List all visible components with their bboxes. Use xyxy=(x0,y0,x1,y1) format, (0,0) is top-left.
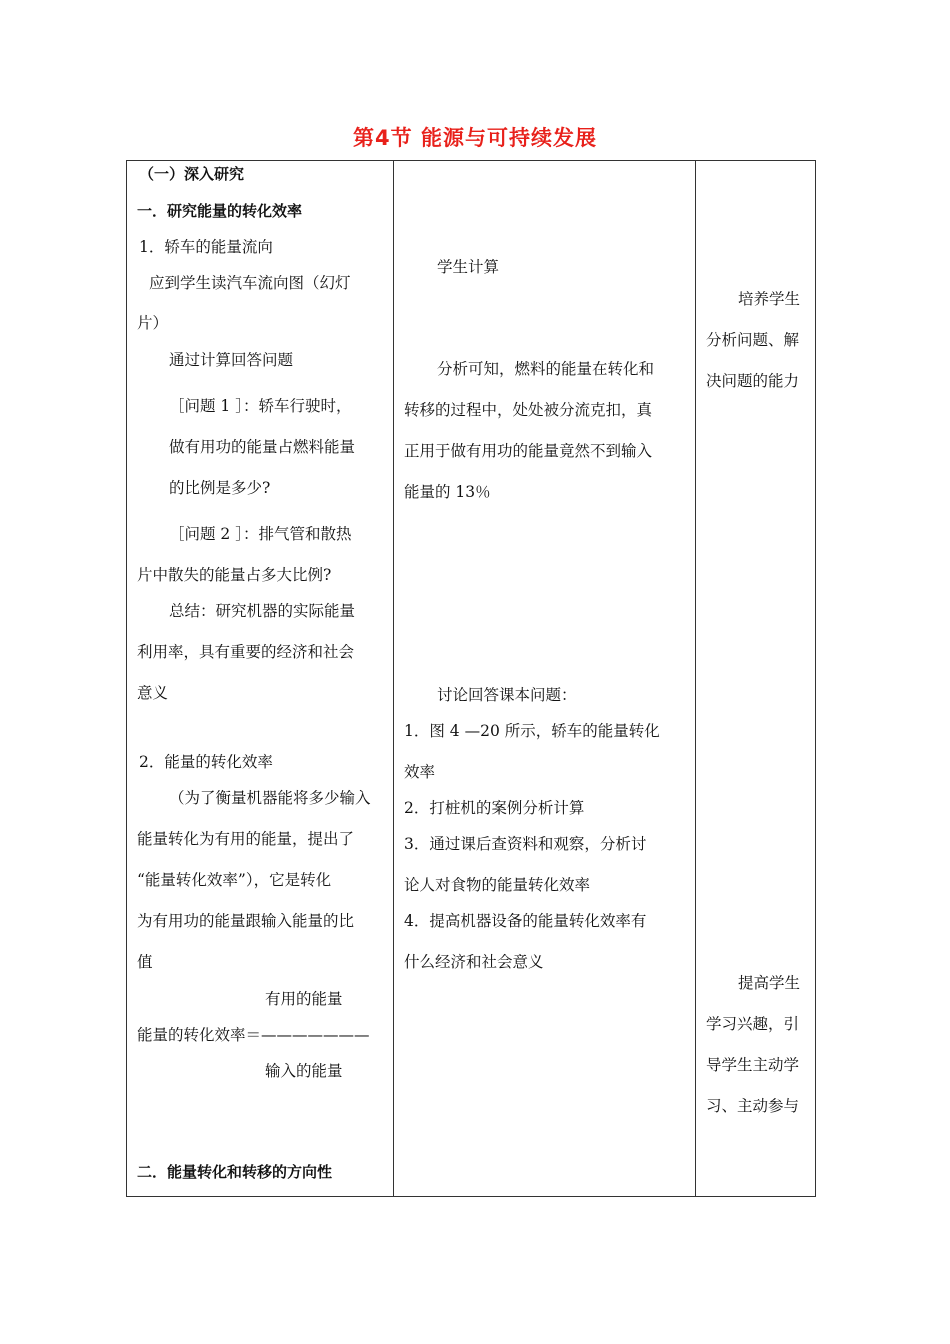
definition-line: 能量转化为有用的能量，提出了 xyxy=(137,830,355,848)
formula-denominator: 输入的能量 xyxy=(265,1062,343,1080)
discussion-item-2: 2．打桩机的案例分析计算 xyxy=(404,799,585,817)
analysis-line: 正用于做有用功的能量竟然不到输入 xyxy=(404,442,653,460)
goal-line: 学习兴趣，引 xyxy=(706,1015,800,1033)
discussion-item-4: 4．提高机器设备的能量转化效率有 xyxy=(404,912,647,930)
goal-line: 分析问题、解 xyxy=(706,331,800,349)
discussion-item-4: 什么经济和社会意义 xyxy=(404,953,544,971)
question-1-line: 的比例是多少? xyxy=(169,479,271,497)
guide-text-line: 片） xyxy=(137,314,169,332)
calc-instruction: 通过计算回答问题 xyxy=(169,351,294,369)
discussion-item-1: 效率 xyxy=(404,763,436,781)
definition-line: 为有用功的能量跟输入能量的比 xyxy=(137,912,355,930)
analysis-line: 转移的过程中，处处被分流克扣，真 xyxy=(404,401,653,419)
goal-line: 培养学生 xyxy=(738,290,801,308)
goal-line: 习、主动参与 xyxy=(706,1097,800,1115)
guide-text-line: 应到学生读汽车流向图（幻灯 xyxy=(149,274,351,292)
column-divider xyxy=(695,161,696,1196)
student-calc: 学生计算 xyxy=(437,258,500,276)
question-2-line: ［问题 2 ］：排气管和散热 xyxy=(169,525,352,543)
analysis-line: 能量的 13％ xyxy=(404,483,491,501)
heading-deep-research: （一）深入研究 xyxy=(139,165,245,183)
definition-line: （为了衡量机器能将多少输入 xyxy=(169,789,371,807)
formula-numerator: 有用的能量 xyxy=(265,990,343,1008)
discussion-item-3: 3．通过课后查资料和观察，分析讨 xyxy=(404,835,647,853)
discussion-heading: 讨论回答课本问题： xyxy=(437,686,577,704)
goal-line: 决问题的能力 xyxy=(706,372,800,390)
column-divider xyxy=(393,161,394,1196)
definition-line: “能量转化效率”），它是转化 xyxy=(137,871,332,889)
summary-line: 意义 xyxy=(137,684,169,702)
summary-line: 总结：研究机器的实际能量 xyxy=(169,602,356,620)
question-1-line: 做有用功的能量占燃料能量 xyxy=(169,438,356,456)
question-1-line: ［问题 1 ］：轿车行驶时， xyxy=(169,397,352,415)
goal-line: 提高学生 xyxy=(738,974,801,992)
definition-line: 值 xyxy=(137,953,153,971)
formula-equation: 能量的转化效率＝——————— xyxy=(137,1026,370,1044)
summary-line: 利用率，具有重要的经济和社会 xyxy=(137,643,355,661)
discussion-item-3: 论人对食物的能量转化效率 xyxy=(404,876,591,894)
item-2-title: 2．能量的转化效率 xyxy=(139,753,273,771)
question-2-line: 片中散失的能量占多大比例? xyxy=(137,566,332,584)
section-heading-1: 一．研究能量的转化效率 xyxy=(137,202,303,220)
section-heading-2: 二．能量转化和转移的方向性 xyxy=(137,1163,333,1181)
discussion-item-1: 1．图 4 —20 所示，轿车的能量转化 xyxy=(404,722,660,740)
page-title: 第4节 能源与可持续发展 xyxy=(353,126,597,150)
analysis-line: 分析可知，燃料的能量在转化和 xyxy=(437,360,655,378)
goal-line: 导学生主动学 xyxy=(706,1056,800,1074)
lesson-table xyxy=(126,160,816,1197)
item-1-title: 1．轿车的能量流向 xyxy=(139,238,273,256)
